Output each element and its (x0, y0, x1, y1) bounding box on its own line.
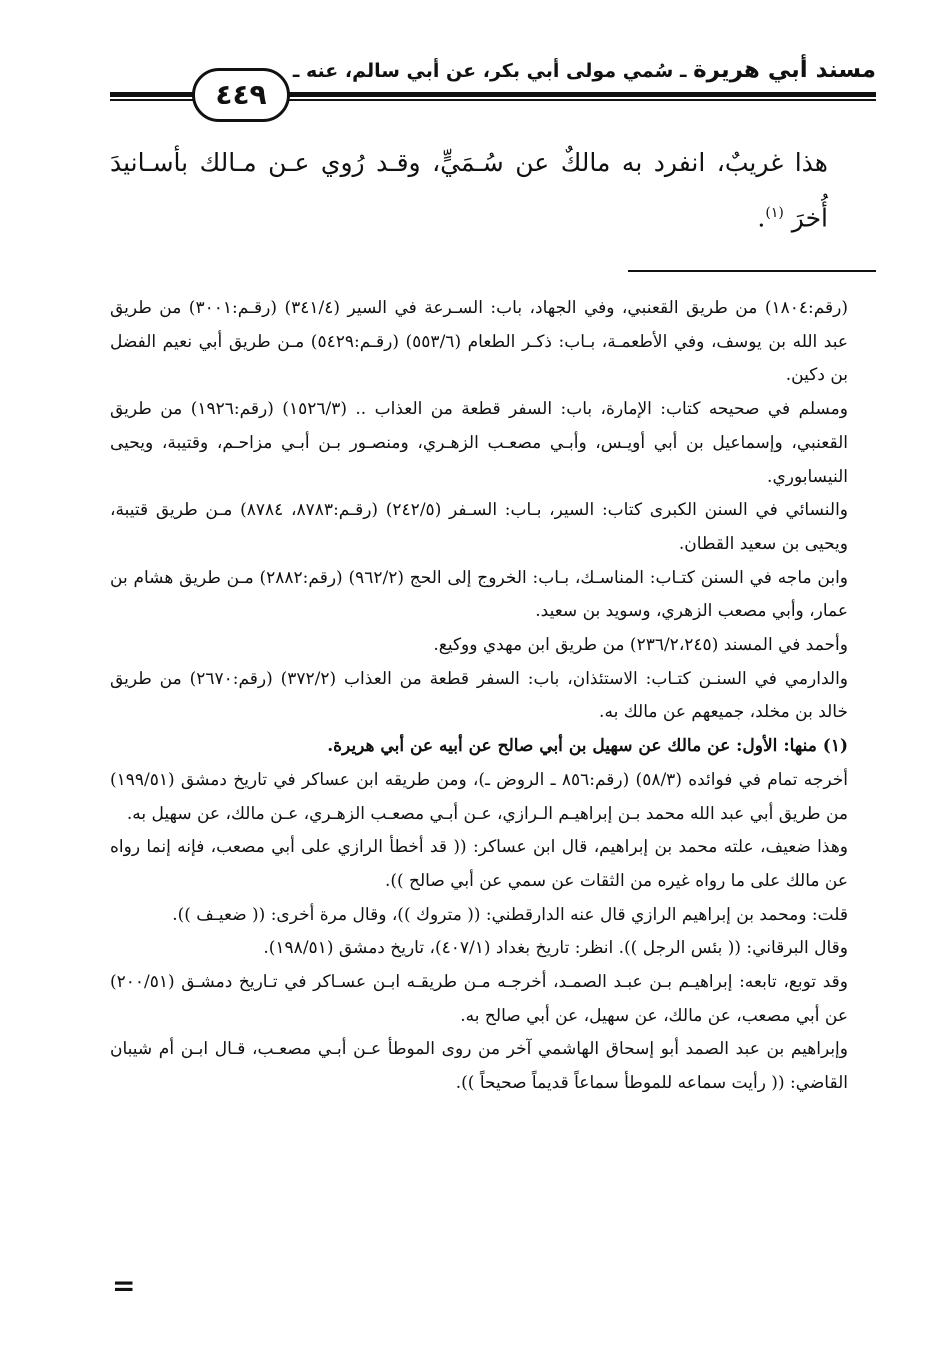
footnote-reference: (١) (765, 205, 784, 221)
footnote-paragraph: وقد توبع، تابعه: إبراهيـم بـن عبـد الصمـد، أخرجـه مـن طريقـه ابـن عسـاكر في تـاريخ دمشـق (٢٠٠/٥١) عن أبي مصعب، عن مالك، عن سهيل، عن أبي صالح به. (110, 972, 848, 1026)
footnote-paragraph: والنسائي في السنن الكبرى كتاب: السير، بـاب: السـفر (٢٤٢/٥) (رقـم:٨٧٨٣، ٨٧٨٤) مـن طريق قتيبة، ويحيى بن سعيد القطان. (110, 500, 849, 554)
continuation-mark: = (112, 1269, 136, 1302)
header-title: مسند أبي هريرة (693, 57, 876, 83)
footnote-paragraph: قلت: ومحمد بن إبراهيم الرازي قال عنه الدارقطني: (( متروك ))، وقال مرة أخرى: (( ضعيـف )). (172, 904, 848, 925)
footnote-paragraph: وهذا ضعيف، علته محمد بن إبراهيم، قال ابن عساكر: (( قد أخطأ الرازي على أبي مصعب، فإنه إنما رواه عن مالك على ما رواه غيره من الثقات عن سمي عن أبي صالح )). (110, 837, 848, 891)
footnote-paragraph: والدارمي في السنـن كتـاب: الاستئذان، باب: السفر قطعة من العذاب (٣٧٢/٢) (رقم:٢٦٧٠) من طريق خالد بن مخلد، جميعهم عن مالك به. (110, 668, 849, 723)
footnotes (110, 292, 848, 1101)
footnote-paragraph: وقال البرقاني: (( بئس الرجل )). انظر: تاريخ بغداد (٤٠٧/١)، تاريخ دمشق (١٩٨/٥١). (263, 938, 848, 959)
header-subtitle: ـ سُمي مولى أبي بكر، عن أبي سالم، عنه ـ (292, 60, 687, 82)
footnote-paragraph: (رقم:١٨٠٤) من طريق القعنبي، وفي الجهاد، باب: السـرعة في السير (٣٤١/٤) (رقـم:٣٠٠١) من طريق عبد الله بن يوسف، وفي الأطعمـة، بـاب: ذكـر الطعام (٥٥٣/٦) (رقـم:٥٤٢٩) مـن طريق أبي نعيم الفضل بن دكين. (110, 298, 848, 386)
footnote-paragraph: وأحمد في المسند (٢٣٦/٢،٢٤٥) من طريق ابن مهدي ووكيع. (433, 635, 848, 656)
footnote-paragraph: وابن ماجه في السنن كتـاب: المناسـك، بـاب: الخروج إلى الحج (٩٦٢/٢) (رقم:٢٨٨٢) مـن طريق هشام بن عمار، وأبي مصعب الزهري، وسويد بن سعيد. (110, 567, 848, 622)
page-number: ٤٤٩ (192, 68, 290, 122)
footnote-paragraph: وإبراهيم بن عبد الصمد أبو إسحاق الهاشمي آخر من روى الموطأ عـن أبـي مصعـب، قـال ابـن أم شيبان القاضي: (( رأيت سماعه للموطأ سماعاً قديماً صحيحاً )). (110, 1039, 848, 1094)
main-text (110, 138, 828, 243)
main-text-body: هذا غريبٌ، انفرد به مالكٌ عن سُـمَيٍّ، وقـد رُوي عـن مـالك بأسـانيدَ أُخرَ (110, 148, 828, 233)
footnote-divider (628, 270, 876, 272)
main-text-end: . (757, 203, 766, 233)
footnote-heading: (١) منها: الأول: عن مالك عن سهيل بن أبي صالح عن أبيه عن أبي هريرة. (327, 736, 848, 757)
footnote-paragraph: ومسلم في صحيحه كتاب: الإمارة، باب: السفر قطعة من العذاب .. (١٥٢٦/٣) (رقم:١٩٢٦) من طريق القعنبي، وإسماعيل بن أبي أويـس، وأبـي مصعـب الزهـري، ومنصـور بـن أبـي مزاحـم، وقتيبة، ويحيى النيسابوري. (110, 399, 848, 487)
footnote-paragraph: أخرجه تمام في فوائده (٥٨/٣) (رقم:٨٥٦ ـ الروض ـ)، ومن طريقه ابن عساكر في تاريخ دمشق (١٩٩/٥١) من طريق أبي عبد الله محمد بـن إبراهيـم الـرازي، عـن أبـي مصعـب الزهـري، عـن مالك، عن سهيل به. (110, 769, 849, 824)
